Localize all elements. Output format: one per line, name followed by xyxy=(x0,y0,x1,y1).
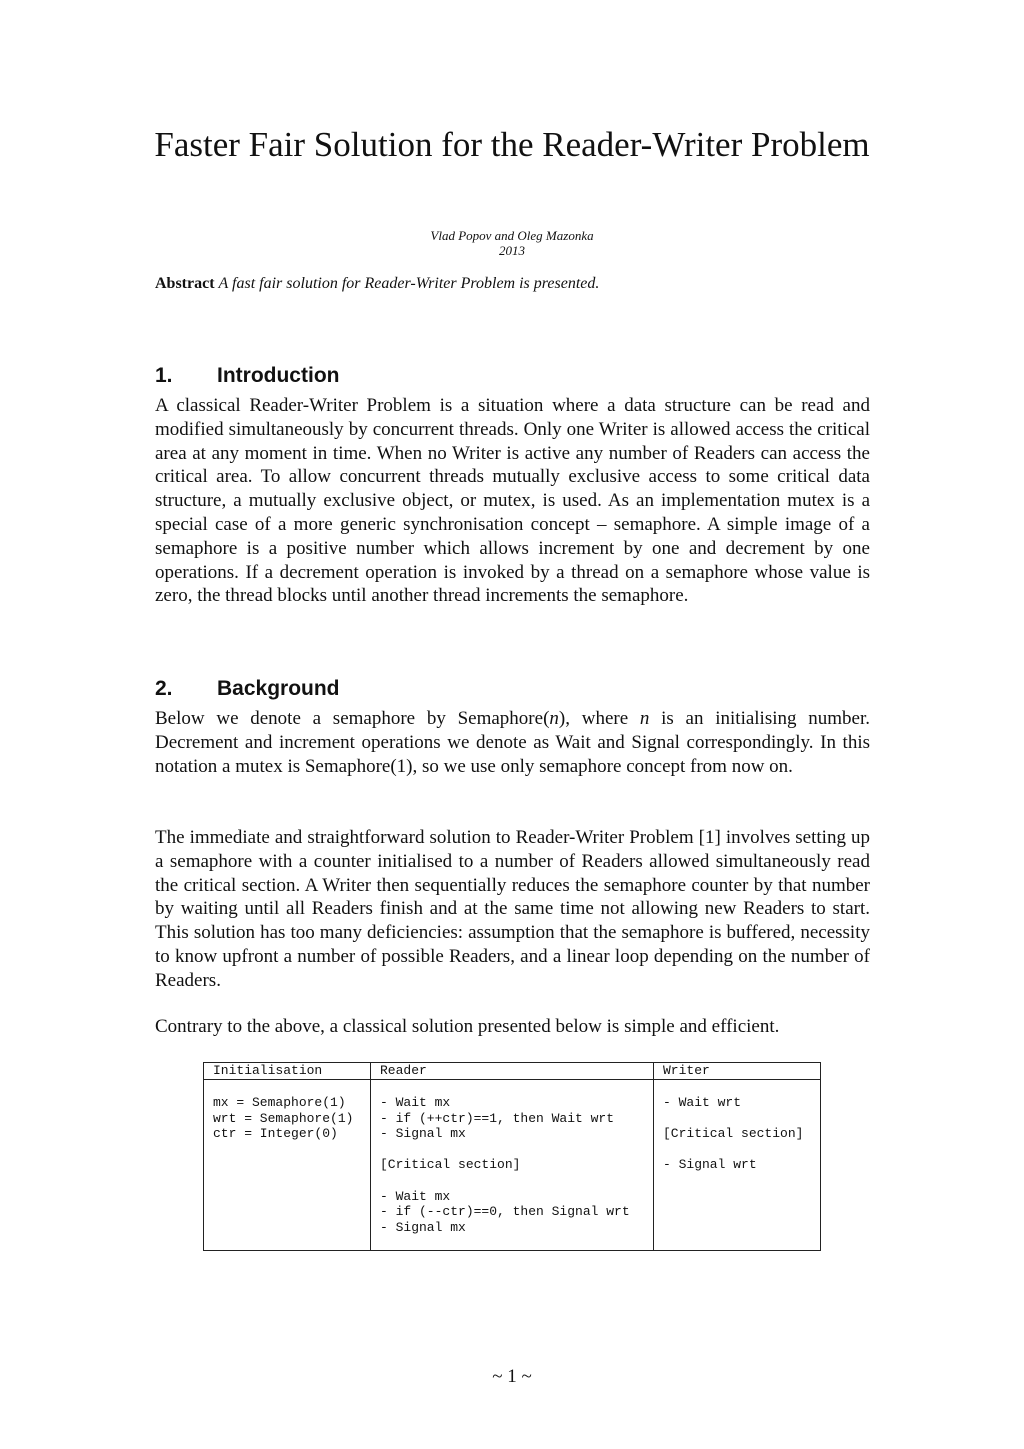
column-body xyxy=(663,1095,803,1173)
code-line: ctr = Integer(0) xyxy=(213,1126,338,1142)
code-line: - if (--ctr)==0, then Signal wrt xyxy=(380,1204,630,1220)
abstract-label: Abstract xyxy=(155,275,215,292)
column-body xyxy=(380,1095,630,1235)
column-body xyxy=(213,1095,353,1142)
code-line: - Signal mx xyxy=(380,1219,466,1235)
publication-year: 2013 xyxy=(499,243,525,258)
section-title: Background xyxy=(217,677,340,700)
author-block xyxy=(0,228,1024,258)
column-initialisation xyxy=(204,1063,371,1250)
algorithm-table xyxy=(203,1062,821,1251)
text-run: Below we denote a semaphore by Semaphore( xyxy=(155,708,550,729)
introduction-paragraph: A classical Reader-Writer Problem is a situation where a data structure can be read and modified simultaneously by concurrent threads. Only one Writer is allowed access the critical area at any moment in time. When no Writer is active any number of Readers can access the critical area. To allow concurrent threads mutually exclusive access to some critical data structure, a mutually exclusive object, or mutex, is used. As an implementation mutex is a special case of a more generic synchronisation concept – semaphore. A simple image of a semaphore is a positive number which allows increment by one and decrement by one operations. If a decrement operation is invoked by a thread on a semaphore whose value is zero, the thread blocks until another thread increments the semaphore. xyxy=(155,395,870,607)
background-paragraph-2: The immediate and straightforward solution to Reader-Writer Problem [1] involves setting up a semaphore with a counter initialised to a number of Readers allowed simultaneously read the critical section. A Writer then sequentially reduces the semaphore counter by that number by waiting until all Readers finish and at the same time not allowing new Readers to start. This solution has too many deficiencies: assumption that the semaphore is buffered, necessity to know upfront a number of possible Readers, and a linear loop depending on the number of Readers. xyxy=(155,827,870,991)
column-header: Writer xyxy=(654,1063,820,1080)
code-line: mx = Semaphore(1) xyxy=(213,1095,346,1110)
code-line: - Signal wrt xyxy=(663,1157,757,1173)
column-writer xyxy=(654,1063,820,1250)
math-variable: n xyxy=(639,708,650,729)
code-line: [Critical section] xyxy=(380,1157,521,1173)
code-line xyxy=(663,1142,803,1158)
code-line xyxy=(380,1142,630,1158)
code-line: - Signal mx xyxy=(380,1126,466,1142)
background-paragraph-1 xyxy=(155,707,870,778)
abstract xyxy=(155,274,870,294)
paper-title: Faster Fair Solution for the Reader-Writer Problem xyxy=(154,125,870,164)
section-heading-background xyxy=(155,676,340,702)
code-line: - Wait mx xyxy=(380,1095,451,1110)
code-line: - Wait mx xyxy=(380,1188,451,1204)
text-run: ), where xyxy=(558,708,640,729)
background-paragraph-3: Contrary to the above, a classical solution presented below is simple and efficient. xyxy=(155,1016,780,1037)
section-number: 2. xyxy=(155,677,173,700)
code-line xyxy=(380,1173,630,1189)
code-line: [Critical section] xyxy=(663,1126,804,1142)
text-run: is an initialising number. Decrement and increment operations we denote as Wait and Signal correspondingly. In this notation a mutex is Semaphore(1), so we use only semaphore concept from now on. xyxy=(155,708,870,777)
code-line xyxy=(663,1111,803,1127)
section-heading-introduction xyxy=(155,363,339,389)
section-title: Introduction xyxy=(217,364,340,387)
column-header: Reader xyxy=(371,1063,653,1080)
abstract-text: A fast fair solution for Reader-Writer Problem is presented. xyxy=(218,275,600,292)
code-line: - Wait wrt xyxy=(663,1095,742,1110)
code-line: - if (++ctr)==1, then Wait wrt xyxy=(380,1110,615,1126)
code-line: wrt = Semaphore(1) xyxy=(213,1110,354,1126)
author-names: Vlad Popov and Oleg Mazonka xyxy=(430,228,594,243)
section-number: 1. xyxy=(155,364,173,387)
column-reader xyxy=(371,1063,654,1250)
column-header: Initialisation xyxy=(204,1063,370,1080)
math-variable: n xyxy=(549,708,559,729)
page-number: ~ 1 ~ xyxy=(492,1366,532,1387)
